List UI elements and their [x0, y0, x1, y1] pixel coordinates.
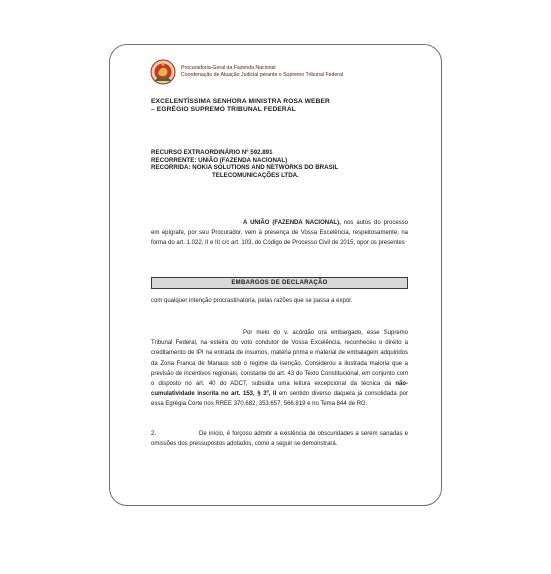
document-page — [109, 44, 442, 506]
paragraph-ruling-rest: em sentido diverso daquela já consolidada por essa Egrégia Corte nos RREE 370.682, 353.657, 566.819 e no Tema 844 de RG. — [151, 391, 409, 408]
brasao-republica-icon — [150, 59, 176, 85]
paragraph-intro-text: nos autos do processo em epígrafe, por seu Procurador, vem à presença de Vossa Excelência, respeitosamente, na forma do art. 1.022, II e III c/c art. 103, do Código de Processo Civil de 2015, opor os presentes — [151, 220, 408, 247]
section-title: EMBARGOS DE DECLARAÇÃO — [151, 277, 408, 289]
addressee-line-2: – EGRÉGIO SUPREMO TRIBUNAL FEDERAL — [151, 106, 296, 114]
paragraph-purpose: com qualquer intenção procrastinatória, pelas razões que se passa a expor. — [151, 298, 353, 304]
case-appellant: RECORRENTE: UNIÃO (FAZENDA NACIONAL) — [151, 156, 288, 164]
paragraph-ruling-text: Por meio do v. acórdão ora embargado, esse Supremo Tribunal Federal, na esteira do voto condutor de Vossa Excelência, reconheceu o direito a creditamento de IPI na entrada de insumos, matéria prima e material de embalagem adquiridos da Zona Franca de Manaus sob o regime da isenção. Considerou a ilustrada maioria que a previsão de incentivos regionais, constante do art. 43 do Texto Constitucional, em conjunto com o disposto no art. 40 do ADCT, subsidia uma leitura excepcional da técnica da — [151, 330, 408, 388]
paragraph-number: 2. — [151, 431, 157, 437]
case-appellee-continued: TELECOMUNICAÇÕES LTDA. — [212, 171, 299, 179]
party-name: A UNIÃO (FAZENDA NACIONAL), — [243, 220, 341, 226]
paragraph-2 — [151, 429, 408, 449]
paragraph-2-text: De início, é forçoso admitir a existência de obscuridades a serem sanadas e omissões dos pressupostos adotados, como a seguir se demonstrará. — [151, 431, 408, 448]
letterhead-line-1: Procuradoria-Geral da Fazenda Nacional — [181, 65, 276, 71]
letterhead-line-2: Coordenação de Atuação Judicial perante o Supremo Tribunal Federal — [181, 71, 344, 78]
letterhead-text — [181, 65, 343, 78]
letterhead — [150, 59, 430, 85]
case-number: RECURSO EXTRAORDINÁRIO Nº 592.891 — [151, 149, 273, 156]
paragraph-ruling — [151, 328, 408, 410]
paragraph-intro — [151, 218, 408, 249]
paragraph-ruling-emphasis: não-cumulatividade inscrita no art. 153, § 3º, II — [151, 381, 408, 398]
addressee-line-1: EXCELENTÍSSIMA SENHORA MINISTRA ROSA WEBER — [151, 98, 330, 105]
case-header — [151, 149, 338, 179]
addressee-block — [151, 98, 330, 114]
case-appellee: RECORRIDA: NOKIA SOLUTIONS AND NETWORKS DO BRASIL — [151, 164, 339, 172]
